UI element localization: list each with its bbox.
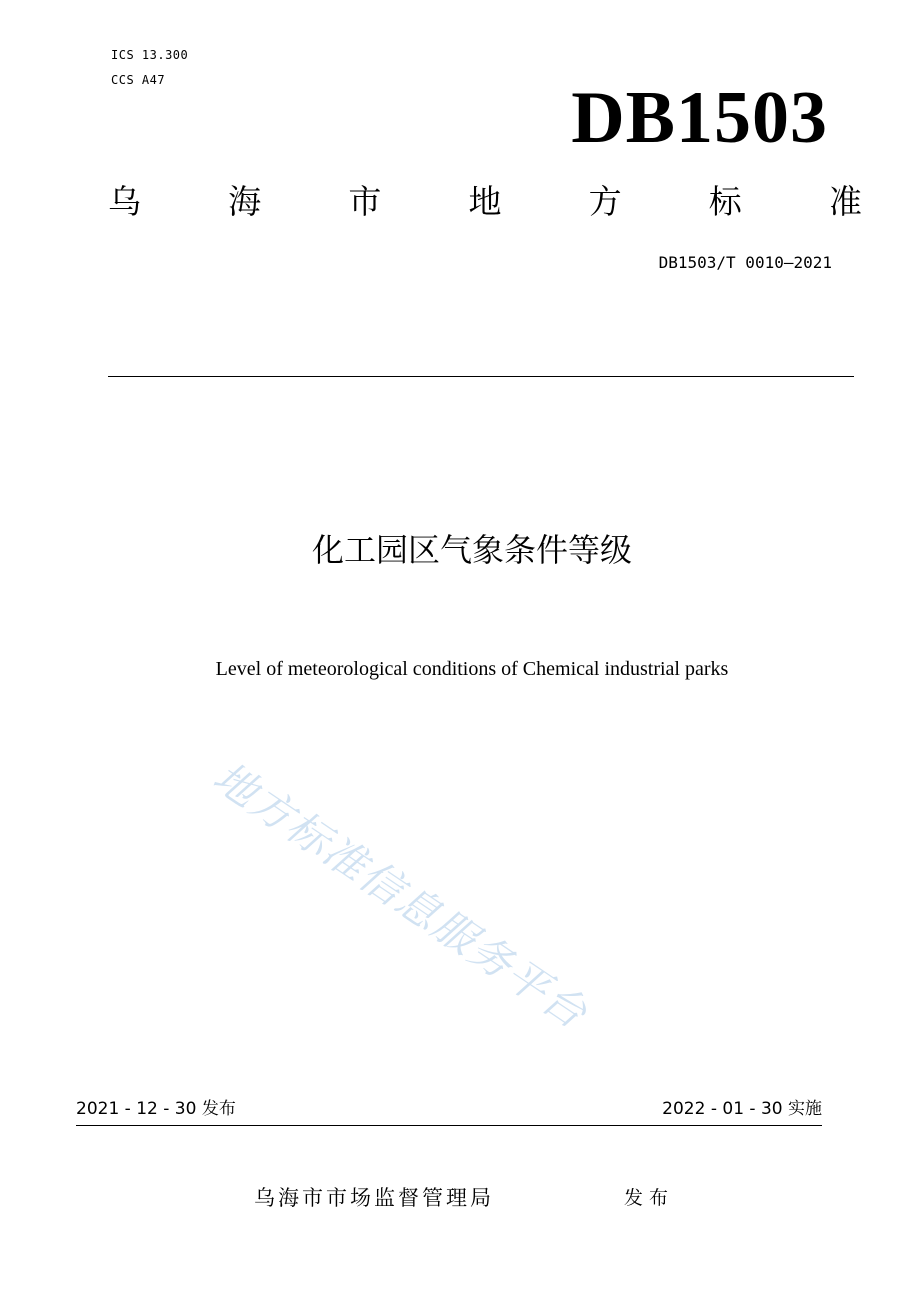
top-divider — [108, 376, 854, 377]
bottom-divider — [76, 1125, 822, 1126]
category-char: 地 — [468, 182, 502, 221]
category-char: 乌 — [108, 182, 141, 221]
category-char: 准 — [828, 182, 862, 221]
standard-category — [108, 178, 862, 226]
document-title-chinese: 化工园区气象条件等级 — [311, 531, 632, 569]
category-char: 标 — [708, 182, 742, 221]
ccs-code: CCS A47 — [111, 73, 166, 87]
implementation-date: 2022 - 01 - 30 实施 — [662, 1099, 822, 1119]
standard-code-large: DB1503 — [571, 77, 828, 159]
category-char: 市 — [348, 182, 382, 221]
category-char: 方 — [588, 182, 622, 221]
document-title-english: Level of meteorological conditions of Chemical industrial parks — [215, 658, 729, 680]
publisher-name: 乌海市市场监督管理局 — [254, 1186, 494, 1210]
ics-code: ICS 13.300 — [111, 48, 189, 62]
publish-label: 发布 — [624, 1187, 675, 1209]
issue-date: 2021 - 12 - 30 发布 — [76, 1099, 236, 1119]
watermark: 地方标准信息服务平台 — [204, 752, 597, 1039]
category-char: 海 — [228, 182, 262, 221]
standard-number: DB1503/T 0010—2021 — [658, 253, 832, 272]
